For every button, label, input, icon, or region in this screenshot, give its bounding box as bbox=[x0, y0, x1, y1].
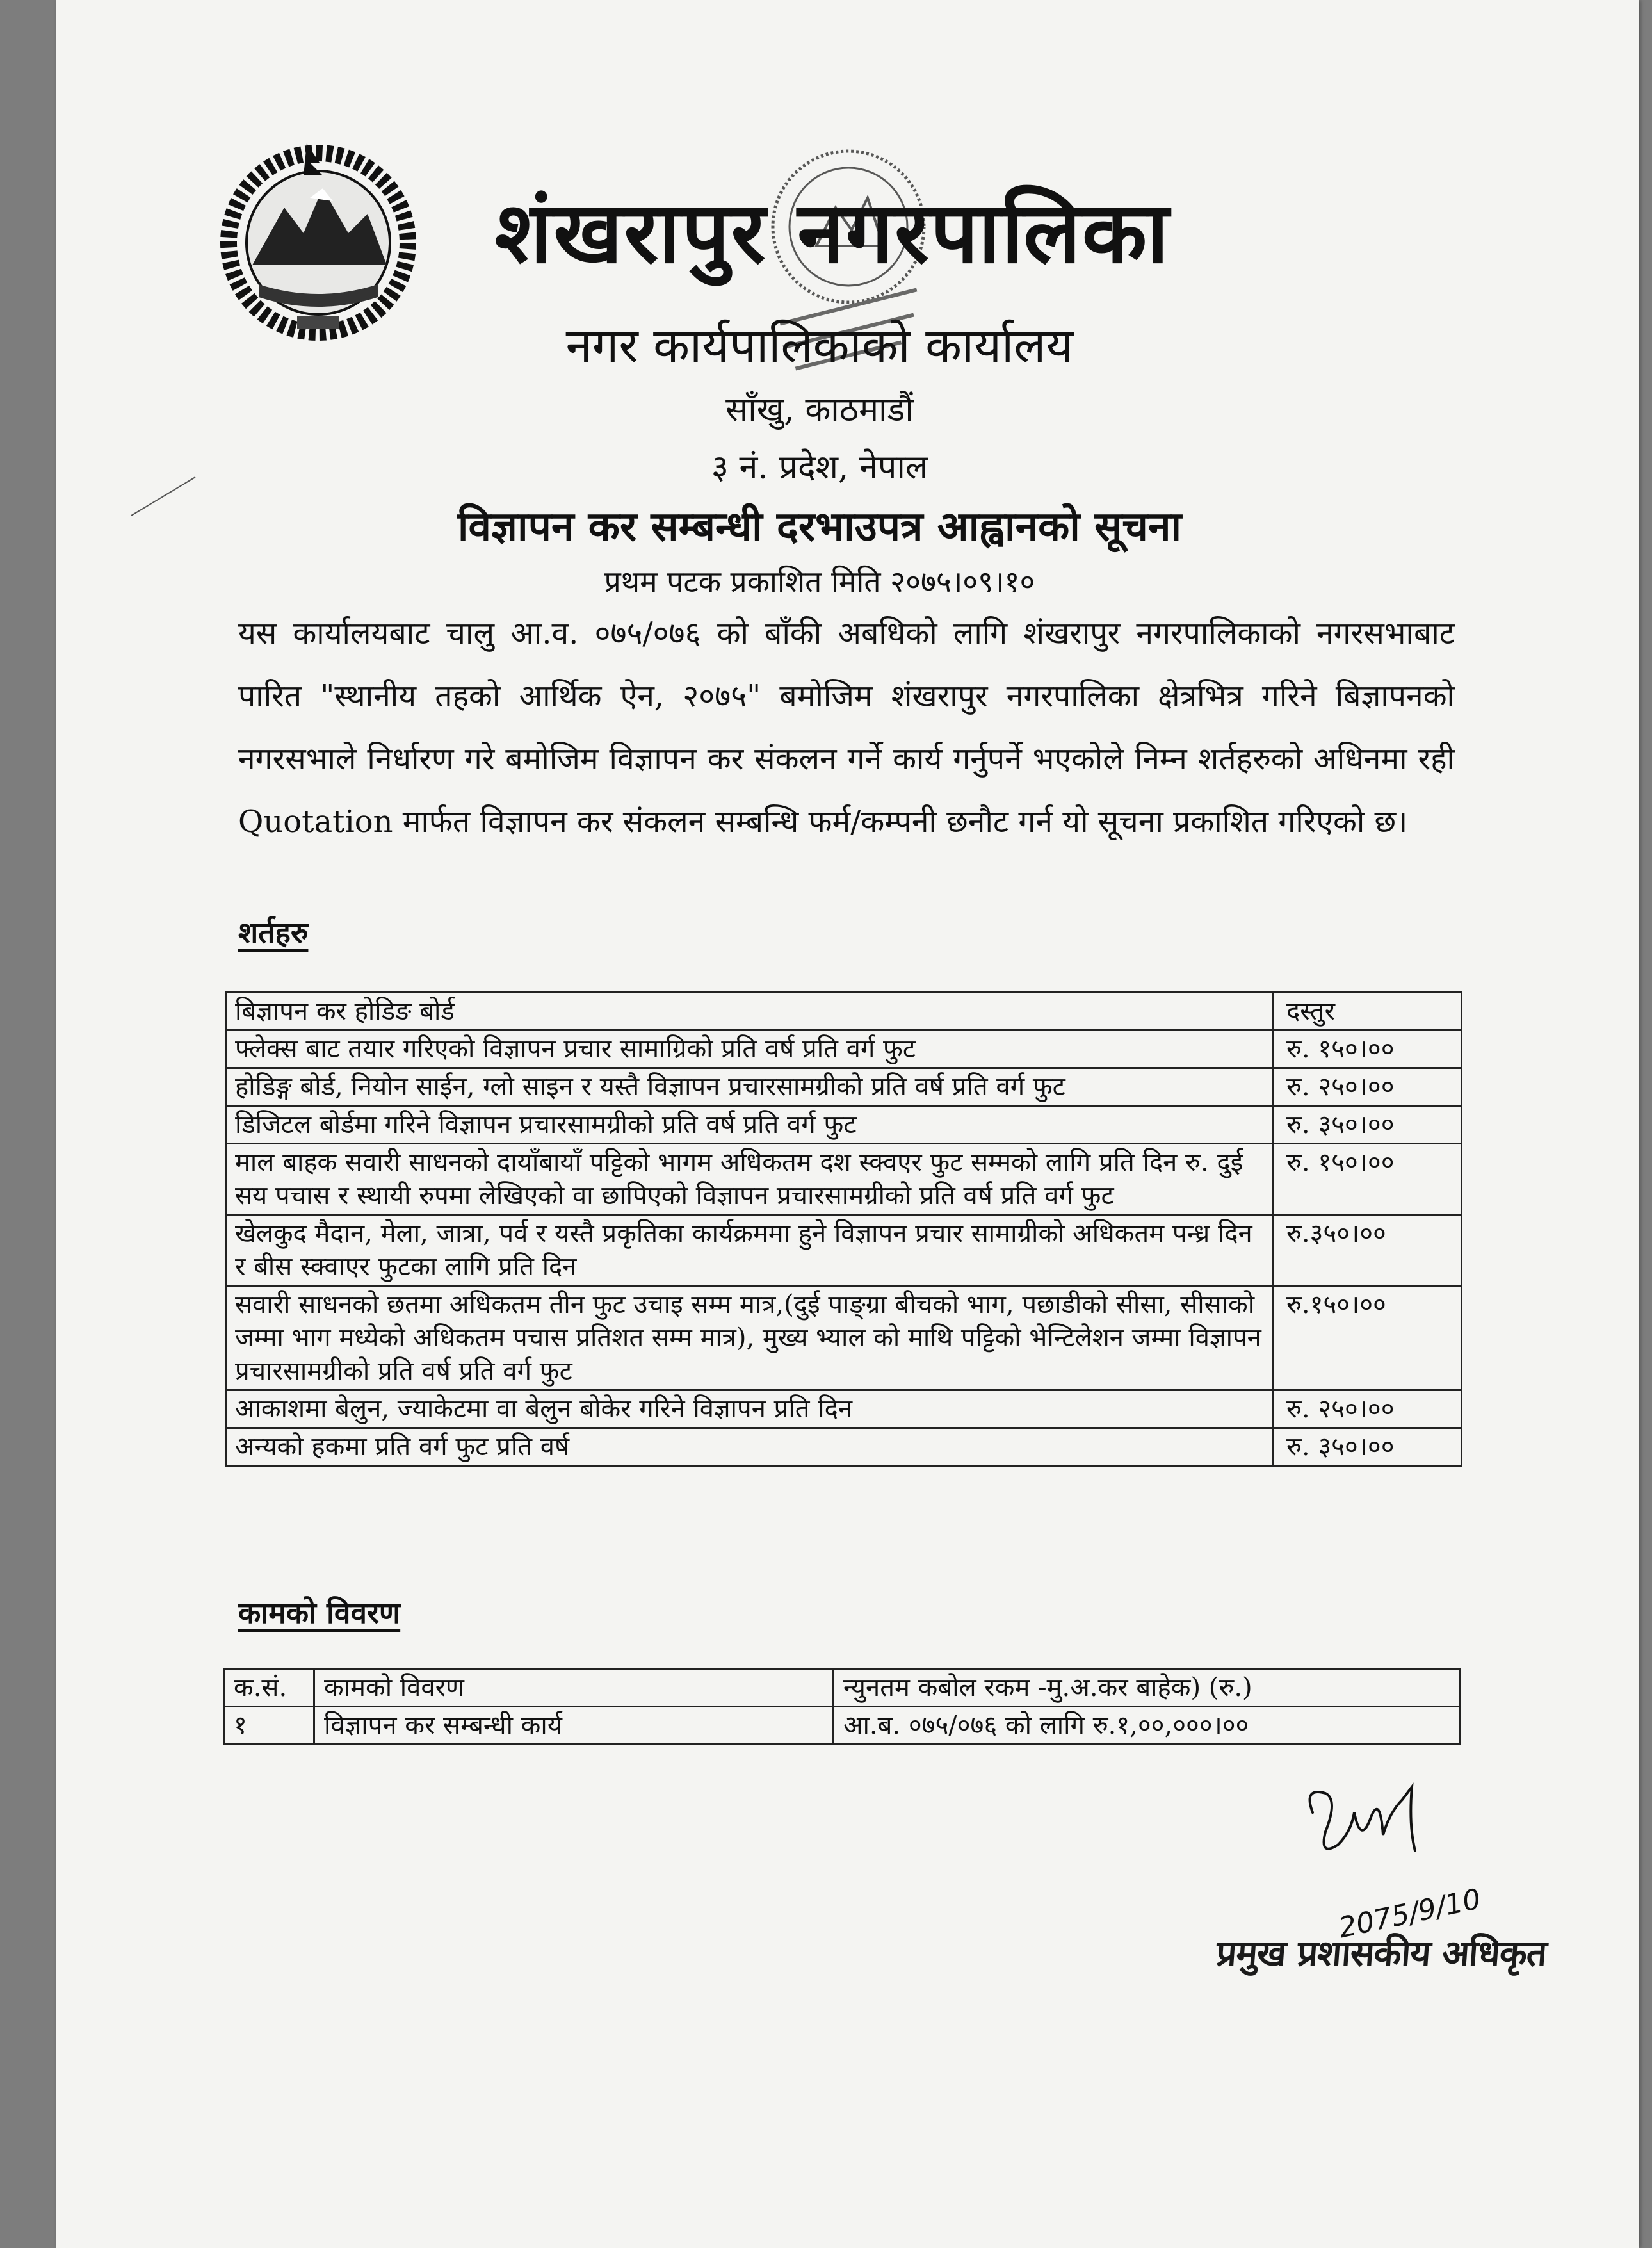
term-fee: रु.१५०।०० bbox=[1273, 1286, 1462, 1390]
term-item: डिजिटल बोर्डमा गरिने विज्ञापन प्रचारसामग्रीको प्रति वर्ष प्रति वर्ग फुट bbox=[227, 1106, 1273, 1144]
work-sn: १ bbox=[224, 1707, 314, 1745]
header-sn-cell: क.सं. bbox=[224, 1669, 314, 1707]
term-item: खेलकुद मैदान, मेला, जात्रा, पर्व र यस्तै प्रकृतिका कार्यक्रममा हुने विज्ञापन प्रचार सामाग्रीको अधिकतम पन्ध्र दिन र बीस स्क्वाएर फुटका लागि प्रति दिन bbox=[227, 1215, 1273, 1286]
table-row bbox=[227, 1428, 1462, 1466]
term-fee: रु. २५०।०० bbox=[1273, 1390, 1462, 1428]
pen-mark-icon bbox=[128, 474, 198, 519]
term-fee: रु. १५०।०० bbox=[1273, 1030, 1462, 1068]
header-desc-cell: कामको विवरण bbox=[314, 1669, 834, 1707]
term-fee: रु. २५०।०० bbox=[1273, 1068, 1462, 1106]
table-row bbox=[227, 1068, 1462, 1106]
notice-paragraph: यस कार्यालयबाट चालु आ.व. ०७५/०७६ को बाँकी अबधिको लागि शंखरापुर नगरपालिकाको नगरसभाबाट पारित "स्थानीय तहको आर्थिक ऐन, २०७५" बमोजिम शंखरापुर नगरपालिका क्षेत्रभित्र गरिने बिज्ञापनको नगरसभाले निर्धारण गरे बमोजिम विज्ञापन कर संकलन गर्ने कार्य गर्नुपर्ने भएकोले निम्न शर्तहरुको अधिनमा रही Quotation मार्फत विज्ञापन कर संकलन सम्बन्धि फर्म/कम्पनी छनौट गर्न यो सूचना प्रकाशित गरिएको छ। bbox=[238, 615, 1455, 840]
term-item: सवारी साधनको छतमा अधिकतम तीन फुट उचाइ सम्म मात्र,(दुई पाङ्ग्रा बीचको भाग, पछाडीको सीसा, सीसाको जम्मा भाग मध्येको अधिकतम पचास प्रतिशत सम्म मात्र), मुख्य भ्याल को माथि पट्टिको भेन्टिलेशन जम्मा विज्ञापन प्रचारसामग्रीको प्रति वर्ष प्रति वर्ग फुट bbox=[227, 1286, 1273, 1390]
notice-title: विज्ञापन कर सम्बन्धी दरभाउपत्र आह्वानको सूचना bbox=[457, 503, 1182, 551]
work-amount: आ.ब. ०७५/०७६ को लागि रु.१,००,०००।०० bbox=[834, 1707, 1461, 1745]
officer-title: प्रमुख प्रशासकीय अधिकृत bbox=[1215, 1932, 1548, 1975]
address-line-2: ३ नं. प्रदेश, नेपाल bbox=[711, 448, 928, 487]
table-row bbox=[227, 1144, 1462, 1215]
office-title: नगर कार्यपालिकाको कार्यालय bbox=[565, 318, 1074, 373]
term-fee: रु.३५०।०० bbox=[1273, 1215, 1462, 1286]
table-row bbox=[227, 1286, 1462, 1390]
terms-table bbox=[225, 991, 1462, 1467]
terms-heading: शर्तहरु bbox=[238, 915, 309, 950]
header-amount-cell: न्युनतम कबोल रकम -मु.अ.कर बाहेक) (रु.) bbox=[834, 1669, 1461, 1707]
term-item: होडिङ्ग बोर्ड, नियोन साईन, ग्लो साइन र यस्तै विज्ञापन प्रचारसामग्रीको प्रति वर्ष प्रति वर्ग फुट bbox=[227, 1068, 1273, 1106]
term-item: अन्यको हकमा प्रति वर्ग फुट प्रति वर्ष bbox=[227, 1428, 1273, 1466]
work-table bbox=[223, 1668, 1461, 1745]
signature-date: 2075/9/10 bbox=[1335, 1882, 1484, 1945]
municipality-title: शंखरापुर नगरपालिका bbox=[494, 183, 1170, 282]
table-header-row bbox=[227, 993, 1462, 1030]
term-item: फ्लेक्स बाट तयार गरिएको विज्ञापन प्रचार सामाग्रिको प्रति वर्ष प्रति वर्ग फुट bbox=[227, 1030, 1273, 1068]
header-item-cell: बिज्ञापन कर होडिङ बोर्ड bbox=[227, 993, 1273, 1030]
table-row bbox=[227, 1215, 1462, 1286]
table-row bbox=[224, 1707, 1461, 1745]
table-header-row bbox=[224, 1669, 1461, 1707]
table-row bbox=[227, 1390, 1462, 1428]
published-date: प्रथम पटक प्रकाशित मिति २०७५।०९।१० bbox=[604, 564, 1035, 599]
table-row bbox=[227, 1030, 1462, 1068]
term-item: माल बाहक सवारी साधनको दायाँबायाँ पट्टिको भागम अधिकतम दश स्क्वएर फुट सम्मको लागि प्रति दिन रु. दुई सय पचास र स्थायी रुपमा लेखिएको वा छापिएको विज्ञापन प्रचारसामग्रीको प्रति वर्ष प्रति वर्ग फुट bbox=[227, 1144, 1273, 1215]
address-line-1: साँखु, काठमाडौं bbox=[725, 391, 914, 429]
term-item: आकाशमा बेलुन, ज्याकेटमा वा बेलुन बोकेर गरिने विज्ञापन प्रति दिन bbox=[227, 1390, 1273, 1428]
term-fee: रु. ३५०।०० bbox=[1273, 1428, 1462, 1466]
header-fee-cell: दस्तुर bbox=[1273, 993, 1462, 1030]
work-desc: विज्ञापन कर सम्बन्धी कार्य bbox=[314, 1707, 834, 1745]
term-fee: रु. ३५०।०० bbox=[1273, 1106, 1462, 1144]
work-heading: कामको विवरण bbox=[238, 1595, 401, 1630]
table-row bbox=[227, 1106, 1462, 1144]
term-fee: रु. १५०।०० bbox=[1273, 1144, 1462, 1215]
